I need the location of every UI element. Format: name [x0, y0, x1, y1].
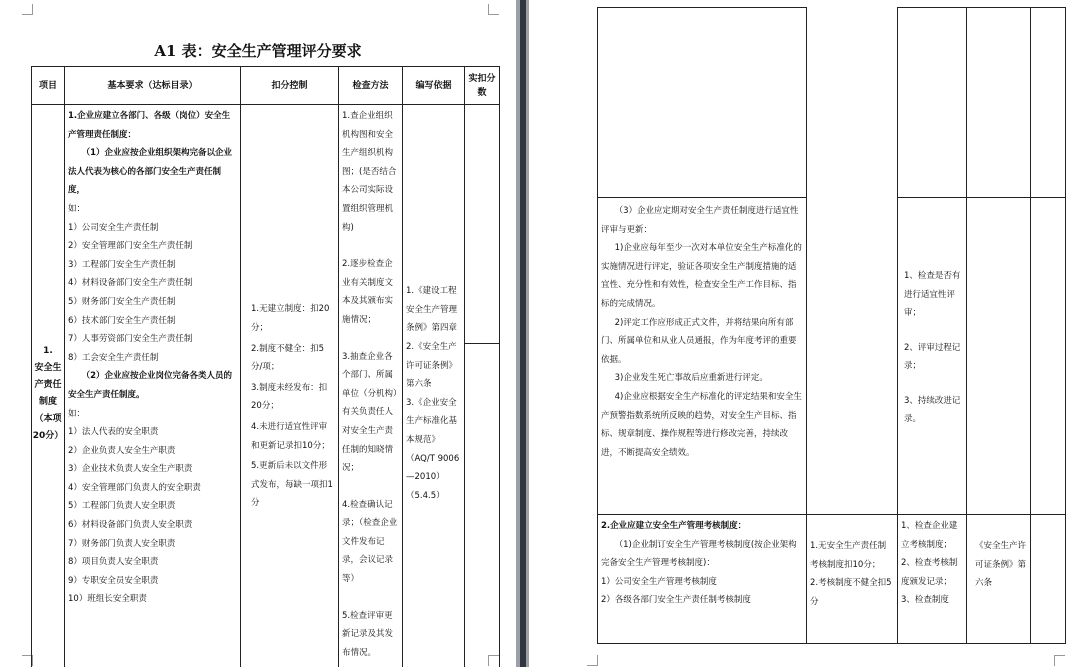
requirement-item: 9）专职安全员安全职责: [68, 575, 159, 586]
section2-basis-cell: [967, 515, 1031, 644]
table-header-row: [32, 67, 500, 105]
method-item: 1.查企业组织机构图和安全生产组织机构图；(是否结合本公司实际设置组织管理机构): [342, 111, 397, 233]
requirement-item: 4）安全管理部门负责人的安全职责: [68, 482, 201, 493]
page-corner-mark: [22, 4, 33, 15]
section2-requirements-list: [598, 515, 806, 612]
section2-method-cell: [898, 515, 967, 644]
review-method-list: [898, 265, 966, 447]
basis-item: 1.《建设工程安全生产管理条例》第四章: [406, 286, 458, 334]
section2-method-item: 1、检查企业建立考核制度；: [901, 521, 958, 550]
section2-item: 1）公司安全生产管理考核制度: [601, 576, 717, 587]
document-page-right: [529, 0, 1078, 667]
basis-item: 3.《企业安全生产标准化基本规范》（AQ/T 9006—2010）（5.4.5）: [406, 397, 460, 501]
empty-cell: [967, 8, 1031, 198]
requirement-item: 8）项目负责人安全职责: [68, 557, 159, 568]
requirement-item: 如：: [68, 408, 86, 419]
section2-deduction-item: 2.考核制度不健全扣5分: [810, 578, 892, 607]
section2-basis: 《安全生产许可证条例》第六条: [975, 541, 1027, 589]
requirement-item: （2）企业应按企业岗位完备各类人员的安全生产责任制度。: [68, 371, 233, 400]
method-item: 3.抽查企业各个部门、所属单位（分机构）有关负责任人对安全生产责任制的知晓情况；: [342, 351, 398, 474]
requirement-item: 6）技术部门安全生产责任制: [68, 315, 176, 326]
section2-item: 2.企业应建立安全生产管理考核制度：: [601, 521, 747, 531]
requirement-item: 7）财务部门负责人安全职责: [68, 538, 176, 549]
requirements-list: [65, 105, 240, 611]
requirement-item: 3）企业技术负责人安全生产职责: [68, 464, 193, 475]
review-item: 2)评定工作应形成正式文件，并将结果向所有部门、所属单位和从业人员通报，作为年度考评的重要依据。: [601, 317, 797, 365]
requirement-item: 8）工会安全生产责任制: [68, 352, 159, 363]
header-deduction: 扣分控制: [241, 67, 339, 105]
requirement-item: 2）安全管理部门安全生产责任制: [68, 241, 193, 252]
empty-cell: [1031, 198, 1066, 515]
actual-score-cell: [465, 105, 500, 667]
page-corner-mark: [587, 655, 598, 666]
review-method-item: 2、评审过程记录；: [904, 342, 961, 372]
requirement-item: 4）材料设备部门安全生产责任制: [68, 278, 193, 289]
header-method: 检查方法: [339, 67, 403, 105]
section2-method-list: [898, 515, 966, 612]
method-item: 5.检查评审更新记录及其发布情况。: [342, 610, 394, 658]
deduction-item: 2.制度不健全：扣5分/项；: [251, 343, 325, 373]
basis-cell: [403, 105, 465, 667]
review-item: 1)企业应每年至少一次对本单位安全生产标准化的实施情况进行评定，验证各项安全生产制度措施的适宜性、充分性和有效性，检查安全生产工作目标、指标的完成情况。: [601, 243, 802, 309]
header-basis: 编写依据: [403, 67, 465, 105]
method-item: 4.检查确认记录；（检查企业文件发布记录，会议记录等）: [342, 499, 398, 585]
table-row: [598, 198, 1066, 515]
review-item: 4)企业应根据安全生产标准化的评定结果和安全生产预警指数系统所反映的趋势，对安全生产目标、指标、规章制度、操作规程等进行修改完善，持续改进，不断提高安全绩效。: [601, 391, 802, 458]
document-page-left: [0, 0, 516, 667]
requirement-item: 1）法人代表的安全职责: [68, 427, 159, 438]
deduction-item: 5.更新后未以文件形式发布，每缺一项扣1分: [251, 461, 333, 509]
header-requirements: 基本要求（达标目录）: [65, 67, 241, 105]
table-row: [32, 105, 500, 667]
method-cell: [339, 105, 403, 667]
section2-deduction-list: [807, 515, 897, 613]
section2-deduction-cell: [807, 515, 898, 644]
table-row: [598, 515, 1066, 644]
deduction-cell: [241, 105, 339, 667]
requirements-cell: [65, 105, 241, 667]
review-requirements-list: [598, 198, 806, 464]
deduction-item: 3.制度未经发布：扣20分；: [251, 382, 328, 412]
deduction-item: 4.未进行适宜性评审和更新记录扣10分；: [251, 422, 330, 451]
deduction-list: [241, 270, 338, 517]
review-method-item: 3、持续改进记录。: [904, 395, 961, 425]
empty-cell: [807, 198, 898, 515]
method-item: 2.逐步检查企业有关制度文本及其颁布实施情况；: [342, 259, 394, 325]
requirement-item: 1）公司安全生产责任制: [68, 222, 159, 233]
basis-item: 2.《安全生产许可证条例》第六条: [406, 341, 458, 390]
section2-item: 2）各级各部门安全生产责任制考核制度: [601, 595, 751, 606]
empty-cell: [598, 8, 807, 198]
review-item: （3）企业应定期对安全生产责任制度进行适宜性评审与更新：: [601, 206, 799, 235]
empty-cell: [807, 8, 898, 198]
page-gap-divider: [516, 0, 529, 667]
section2-requirements-cell: [598, 515, 807, 644]
requirement-item: 2）企业负责人安全生产职责: [68, 445, 176, 456]
requirement-item: 如：: [68, 203, 86, 214]
requirement-item: 3）工程部门安全生产责任制: [68, 259, 176, 270]
empty-cell: [967, 198, 1031, 515]
project-cell: 1. 安全生产责任制度（本项20分）: [32, 105, 65, 667]
review-method-item: 1、检查是否有进行适宜性评审；: [904, 270, 961, 319]
method-list: [339, 105, 402, 667]
requirement-item: 10）班组长安全职责: [68, 594, 147, 605]
score-subcell-divider: [465, 105, 499, 344]
empty-cell: [1031, 8, 1066, 198]
requirement-item: 5）财务部门安全生产责任制: [68, 296, 176, 307]
section2-item: （1)企业制订安全生产管理考核制度(按企业架构完备安全生产管理考核制度)：: [601, 539, 797, 569]
empty-cell: [1031, 515, 1066, 644]
page-corner-mark: [1054, 655, 1065, 666]
requirement-item: 5）工程部门负责人安全职责: [68, 501, 176, 512]
page-corner-mark: [488, 4, 499, 15]
table-row: [598, 8, 1066, 198]
header-project: 项目: [32, 67, 65, 105]
requirement-item: 6）材料设备部门负责人安全职责: [68, 520, 193, 531]
section2-method-item: 2、检查考核制度颁发记录；: [901, 558, 958, 587]
header-actual-score: 实扣分数: [465, 67, 500, 105]
review-item: 3)企业发生死亡事故后应重新进行评定。: [614, 373, 768, 384]
requirement-item: （1）企业应按企业组织架构完备以企业法人代表为核心的各部门安全生产责任制度，: [68, 148, 233, 196]
requirement-item: 7）人事劳资部门安全生产责任制: [68, 334, 193, 345]
requirement-item: 1.企业应建立各部门、各级（岗位）安全生产管理责任制度：: [68, 111, 231, 140]
review-method-cell: [898, 198, 967, 515]
evaluation-table: [31, 66, 500, 667]
table-title: A1 表：安全生产管理评分要求: [154, 42, 362, 60]
page-separator-bar: [520, 0, 526, 667]
evaluation-table-continued: [597, 7, 1066, 644]
empty-cell: [898, 8, 967, 198]
basis-list: [403, 280, 464, 507]
section2-deduction-item: 1.无安全生产责任制考核制度扣10分；: [810, 541, 887, 570]
section2-method-item: 3、检查制度: [901, 595, 949, 606]
review-requirements-cell: [598, 198, 807, 515]
deduction-item: 1.无建立制度：扣20分；: [251, 304, 330, 334]
